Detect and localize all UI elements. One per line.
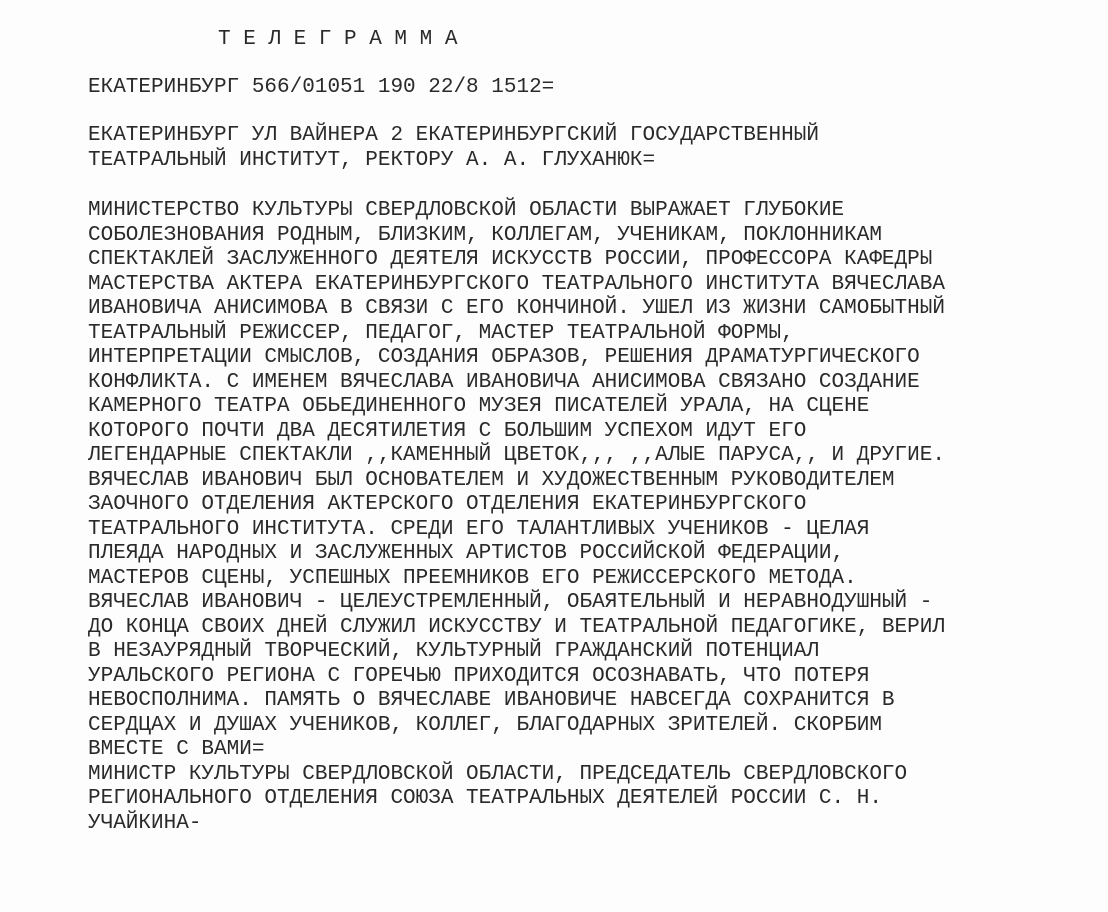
body-line: ВЯЧЕСЛАВ ИВАНОВИЧ БЫЛ ОСНОВАТЕЛЕМ И ХУДОЖЕСТВЕННЫМ РУКОВОДИТЕЛЕМ <box>88 468 895 492</box>
body-line: КОТОРОГО ПОЧТИ ДВА ДЕСЯТИЛЕТИЯ С БОЛЬШИМ УСПЕХОМ ИДУТ ЕГО <box>88 419 807 443</box>
telegram-title: Т Е Л Е Г Р А М М А <box>218 28 458 51</box>
signature-line: УЧАЙКИНА- <box>88 811 202 835</box>
address-line: ЕКАТЕРИНБУРГ УЛ ВАЙНЕРА 2 ЕКАТЕРИНБУРГСКИЙ ГОСУДАРСТВЕННЫЙ <box>88 124 819 147</box>
body-line: СОБОЛЕЗНОВАНИЯ РОДНЫМ, БЛИЗКИМ, КОЛЛЕГАМ, УЧЕНИКАМ, ПОКЛОННИКАМ <box>88 223 882 247</box>
body-line: ТЕАТРАЛЬНЫЙ РЕЖИССЕР, ПЕДАГОГ, МАСТЕР ТЕАТРАЛЬНОЙ ФОРМЫ, <box>88 321 794 345</box>
body-line: ЛЕГЕНДАРНЫЕ СПЕКТАКЛИ ,,КАМЕННЫЙ ЦВЕТОК,,, ,,АЛЫЕ ПАРУСА,, И ДРУГИЕ. <box>88 444 945 467</box>
body-line: ПЛЕЯДА НАРОДНЫХ И ЗАСЛУЖЕННЫХ АРТИСТОВ РОССИЙСКОЙ ФЕДЕРАЦИИ, <box>88 542 845 565</box>
body-line: ЗАОЧНОГО ОТДЕЛЕНИЯ АКТЕРСКОГО ОТДЕЛЕНИЯ ЕКАТЕРИНБУРГСКОГО <box>88 493 807 516</box>
body-line: В НЕЗАУРЯДНЫЙ ТВОРЧЕСКИЙ, КУЛЬТУРНЫЙ ГРАЖДАНСКИЙ ПОТЕНЦИАЛ <box>88 640 819 663</box>
body-line: КОНФЛИКТА. С ИМЕНЕМ ВЯЧЕСЛАВА ИВАНОВИЧА АНИСИМОВА СВЯЗАНО СОЗДАНИЕ <box>88 370 920 394</box>
body-line: ИВАНОВИЧА АНИСИМОВА В СВЯЗИ С ЕГО КОНЧИНОЙ. УШЕЛ ИЗ ЖИЗНИ САМОБЫТНЫЙ <box>88 297 945 320</box>
body-line: НЕВОСПОЛНИМА. ПАМЯТЬ О ВЯЧЕСЛАВЕ ИВАНОВИЧЕ НАВСЕГДА СОХРАНИТСЯ В <box>88 689 895 712</box>
body-line: ВМЕСТЕ С ВАМИ= <box>88 738 265 761</box>
body-line: МИНИСТЕРСТВО КУЛЬТУРЫ СВЕРДЛОВСКОЙ ОБЛАСТИ ВЫРАЖАЕТ ГЛУБОКИЕ <box>88 199 845 222</box>
body-line: МАСТЕРОВ СЦЕНЫ, УСПЕШНЫХ ПРЕЕМНИКОВ ЕГО РЕЖИССЕРСКОГО МЕТОДА. <box>88 566 857 590</box>
signature-line: МИНИСТР КУЛЬТУРЫ СВЕРДЛОВСКОЙ ОБЛАСТИ, ПРЕДСЕДАТЕЛЬ СВЕРДЛОВСКОГО <box>88 762 908 786</box>
telegram-header-line: ЕКАТЕРИНБУРГ 566/01051 190 22/8 1512= <box>88 76 555 99</box>
body-line: МАСТЕРСТВА АКТЕРА ЕКАТЕРИНБУРГСКОГО ТЕАТРАЛЬНОГО ИНСТИТУТА ВЯЧЕСЛАВА <box>88 272 945 296</box>
body-line: УРАЛЬСКОГО РЕГИОНА С ГОРЕЧЬЮ ПРИХОДИТСЯ ОСОЗНАВАТЬ, ЧТО ПОТЕРЯ <box>88 664 870 688</box>
body-line: ИНТЕРПРЕТАЦИИ СМЫСЛОВ, СОЗДАНИЯ ОБРАЗОВ, РЕШЕНИЯ ДРАМАТУРГИЧЕСКОГО <box>88 346 920 369</box>
body-line: СЕРДЦАХ И ДУШАХ УЧЕНИКОВ, КОЛЛЕГ, БЛАГОДАРНЫХ ЗРИТЕЛЕЙ. СКОРБИМ <box>88 713 882 737</box>
telegram-body <box>88 199 945 836</box>
recipient-address <box>88 124 819 173</box>
body-line: ВЯЧЕСЛАВ ИВАНОВИЧ - ЦЕЛЕУСТРЕМЛЕННЫЙ, ОБАЯТЕЛЬНЫЙ И НЕРАВНОДУШНЫЙ - <box>88 591 933 614</box>
signature-line: РЕГИОНАЛЬНОГО ОТДЕЛЕНИЯ СОЮЗА ТЕАТРАЛЬНЫХ ДЕЯТЕЛЕЙ РОССИИ С. Н. <box>88 787 882 810</box>
body-line: ДО КОНЦА СВОИХ ДНЕЙ СЛУЖИЛ ИСКУССТВУ И ТЕАТРАЛЬНОЙ ПЕДАГОГИКЕ, ВЕРИЛ <box>88 615 945 639</box>
body-line: СПЕКТАКЛЕЙ ЗАСЛУЖЕННОГО ДЕЯТЕЛЯ ИСКУССТВ РОССИИ, ПРОФЕССОРА КАФЕДРЫ <box>88 248 933 271</box>
address-line: ТЕАТРАЛЬНЫЙ ИНСТИТУТ, РЕКТОРУ А. А. ГЛУХАНЮК= <box>88 148 656 172</box>
body-line: КАМЕРНОГО ТЕАТРА ОБЬЕДИНЕННОГО МУЗЕЯ ПИСАТЕЛЕЙ УРАЛА, НА СЦЕНЕ <box>88 395 870 418</box>
body-line: ТЕАТРАЛЬНОГО ИНСТИТУТА. СРЕДИ ЕГО ТАЛАНТЛИВЫХ УЧЕНИКОВ - ЦЕЛАЯ <box>88 517 870 541</box>
